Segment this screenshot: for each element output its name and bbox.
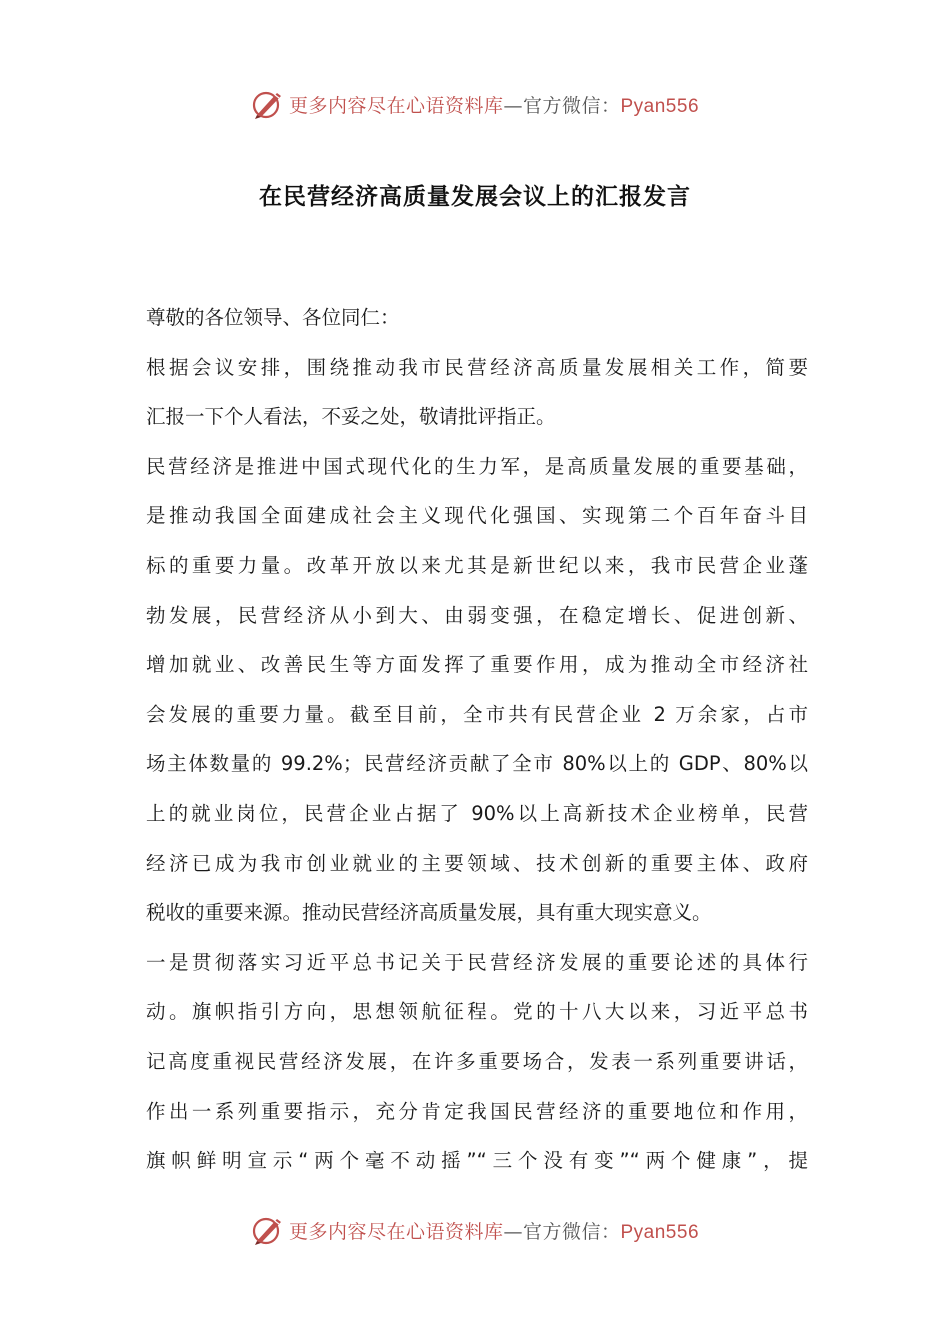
watermark-dash: —	[503, 1220, 523, 1243]
text-line: 旗帜鲜明宣示“两个毫不动摇”“三个没有变”“两个健康”，提	[146, 1149, 808, 1173]
pen-logo-icon	[251, 87, 285, 121]
text-line: 经济已成为我市创业就业的主要领域、技术创新的重要主体、政府	[146, 851, 808, 875]
text-line: 是推动我国全面建成社会主义现代化强国、实现第二个百年奋斗目	[146, 504, 808, 528]
text-line: 标的重要力量。改革开放以来尤其是新世纪以来，我市民营企业蓬	[146, 553, 808, 577]
text-line: 上的就业岗位，民营企业占据了 90%以上高新技术企业榜单，民营	[146, 801, 808, 825]
text-line: 勃发展，民营经济从小到大、由弱变强，在稳定增长、促进创新、	[146, 603, 808, 627]
footer-watermark-banner	[0, 1210, 950, 1250]
text-line: 记高度重视民营经济发展，在许多重要场合，发表一系列重要讲话，	[146, 1049, 808, 1073]
watermark-site-text: 更多内容尽在心语资料库	[288, 94, 504, 117]
watermark-wechat-label: 官方微信：	[522, 94, 621, 117]
watermark-dash: —	[503, 94, 523, 117]
text-line: 民营经济是推进中国式现代化的生力军，是高质量发展的重要基础，	[146, 454, 808, 478]
watermark-text	[289, 1217, 699, 1244]
text-line: 会发展的重要力量。截至目前，全市共有民营企业 2 万余家，占市	[146, 702, 808, 726]
text-line: 税收的重要来源。推动民营经济高质量发展，具有重大现实意义。	[146, 901, 712, 925]
header-watermark-banner	[0, 84, 950, 124]
text-line: 一是贯彻落实习近平总书记关于民营经济发展的重要论述的具体行	[146, 950, 808, 974]
watermark-wechat-id: Pyan556	[620, 1221, 700, 1243]
text-line: 汇报一下个人看法，不妥之处，敬请批评指正。	[146, 405, 556, 429]
text-line: 场主体数量的 99.2%；民营经济贡献了全市 80%以上的 GDP、80%以	[146, 752, 808, 776]
text-line: 增加就业、改善民生等方面发挥了重要作用，成为推动全市经济社	[146, 653, 808, 677]
text-line: 尊敬的各位领导、各位同仁：	[146, 306, 400, 329]
watermark-site-text: 更多内容尽在心语资料库	[288, 1220, 504, 1243]
watermark-text	[289, 91, 699, 118]
text-line: 动。旗帜指引方向，思想领航征程。党的十八大以来，习近平总书	[146, 1000, 808, 1024]
text-line: 根据会议安排，围绕推动我市民营经济高质量发展相关工作，简要	[146, 355, 808, 379]
document-title: 在民营经济高质量发展会议上的汇报发言	[259, 184, 691, 210]
pen-logo-icon	[251, 1213, 285, 1247]
document-body	[146, 293, 808, 1186]
text-line: 作出一系列重要指示，充分肯定我国民营经济的重要地位和作用，	[146, 1099, 808, 1123]
watermark-wechat-label: 官方微信：	[522, 1220, 621, 1243]
watermark-wechat-id: Pyan556	[620, 95, 700, 117]
